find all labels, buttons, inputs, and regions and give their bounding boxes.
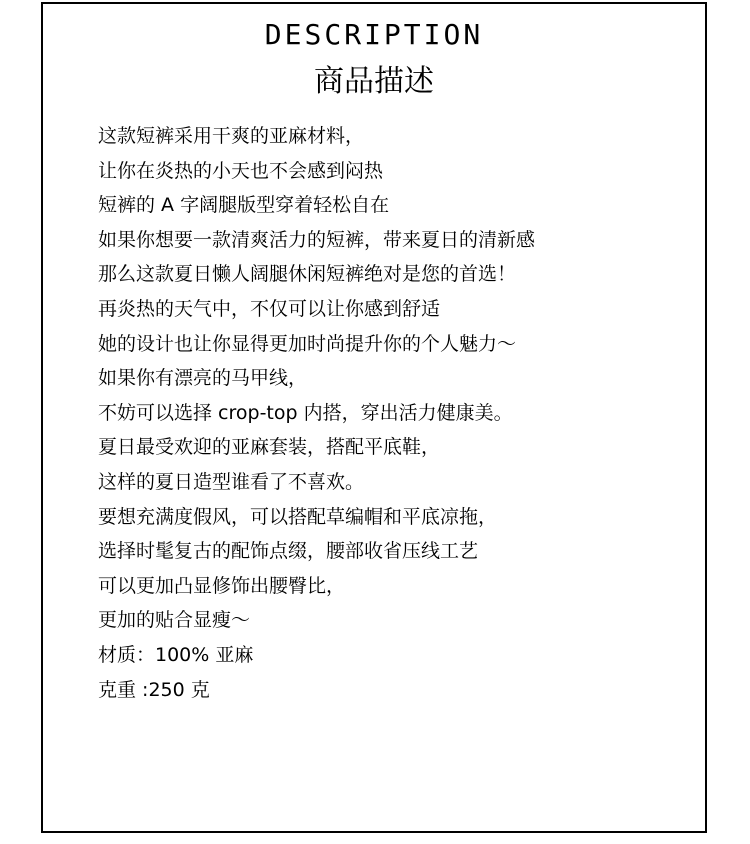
description-line: 那么这款夏日懒人阔腿休闲短裤绝对是您的首选！ xyxy=(98,263,517,286)
description-line: 夏日最受欢迎的亚麻套装，搭配平底鞋， xyxy=(98,436,441,459)
description-line: 再炎热的天气中，不仅可以让你感到舒适 xyxy=(98,297,441,320)
description-line: 这样的夏日造型谁看了不喜欢。 xyxy=(98,470,365,493)
description-line: 让你在炎热的小天也不会感到闷热 xyxy=(98,159,384,182)
description-line: 短裤的 A 字阔腿版型穿着轻松自在 xyxy=(98,194,390,217)
description-line: 如果你想要一款清爽活力的短裤，带来夏日的清新感 xyxy=(98,228,536,251)
description-line: 这款短裤采用干爽的亚麻材料， xyxy=(98,125,365,147)
description-line: 如果你有漂亮的马甲线， xyxy=(98,367,308,390)
title-english: DESCRIPTION xyxy=(264,18,484,51)
weight-line: 克重 :250 克 xyxy=(98,678,210,701)
description-line: 要想充满度假风，可以搭配草编帽和平底凉拖， xyxy=(98,505,498,528)
description-line: 她的设计也让你显得更加时尚提升你的个人魅力～ xyxy=(98,332,517,355)
description-line: 不妨可以选择 crop-top 内搭，穿出活力健康美。 xyxy=(98,401,513,424)
description-frame xyxy=(41,2,707,833)
description-line: 更加的贴合显瘦～ xyxy=(98,609,251,632)
title-chinese: 商品描述 xyxy=(314,64,434,99)
description-lines xyxy=(98,119,535,707)
description-line: 可以更加凸显修饰出腰臀比， xyxy=(98,574,346,597)
material-line: 材质：100% 亚麻 xyxy=(98,643,254,666)
description-line: 选择时髦复古的配饰点缀，腰部收省压线工艺 xyxy=(98,540,479,563)
